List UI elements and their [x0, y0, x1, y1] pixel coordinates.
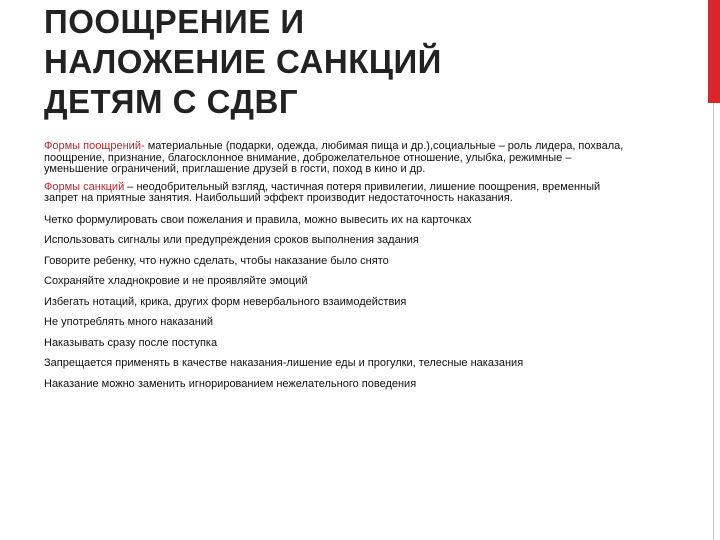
- list-item: Наказание можно заменить игнорированием нежелательного поведения: [44, 377, 417, 390]
- rewards-text: материальные (подарки, одежда, любимая пища и др.),социальные – роль лидера, похвала, поощрение, признание, благосклонное внимание, доброжелательное отношение, улыбка, режимные – уменьшение ограничений, приглашение друзей в гости, поход в кино и др.: [44, 140, 624, 175]
- rewards-lead: Формы поощрений-: [44, 140, 145, 152]
- sanctions-paragraph: [44, 182, 634, 205]
- sanctions-text: – неодобрительный взгляд, частичная потеря привилегии, лишение поощрения, временный запрет на приятные занятия. Наибольший эффект производит недостаточность наказания.: [44, 180, 601, 204]
- list-item: Сохраняйте хладнокровие и не проявляйте эмоций: [44, 275, 308, 287]
- list-item: Не употреблять много наказаний: [44, 316, 214, 328]
- side-divider: [713, 103, 714, 540]
- slide-title: [44, 2, 684, 122]
- list-item: Избегать нотаций, крика, других форм невербального взаимодействия: [44, 295, 407, 308]
- rewards-paragraph: [44, 141, 634, 176]
- slide-content: [44, 141, 634, 398]
- title-line-1: ПООЩРЕНИЕ И: [44, 3, 305, 40]
- list-item: Использовать сигналы или предупреждения сроков выполнения задания: [44, 234, 419, 246]
- list-item: Наказывать сразу после поступка: [44, 336, 218, 349]
- title-line-3: ДЕТЯМ С СДВГ: [44, 83, 299, 120]
- list-item: Запрещается применять в качестве наказания-лишение еды и прогулки, телесные наказания: [44, 357, 524, 369]
- sanctions-lead: Формы санкций: [44, 180, 125, 193]
- list-item: Говорите ребенку, что нужно сделать, чтобы наказание было снято: [44, 254, 389, 267]
- list-item: Четко формулировать свои пожелания и правила, можно вывесить их на карточках: [44, 213, 472, 226]
- title-line-2: НАЛОЖЕНИЕ САНКЦИЙ: [44, 43, 442, 80]
- accent-bar: [708, 0, 720, 103]
